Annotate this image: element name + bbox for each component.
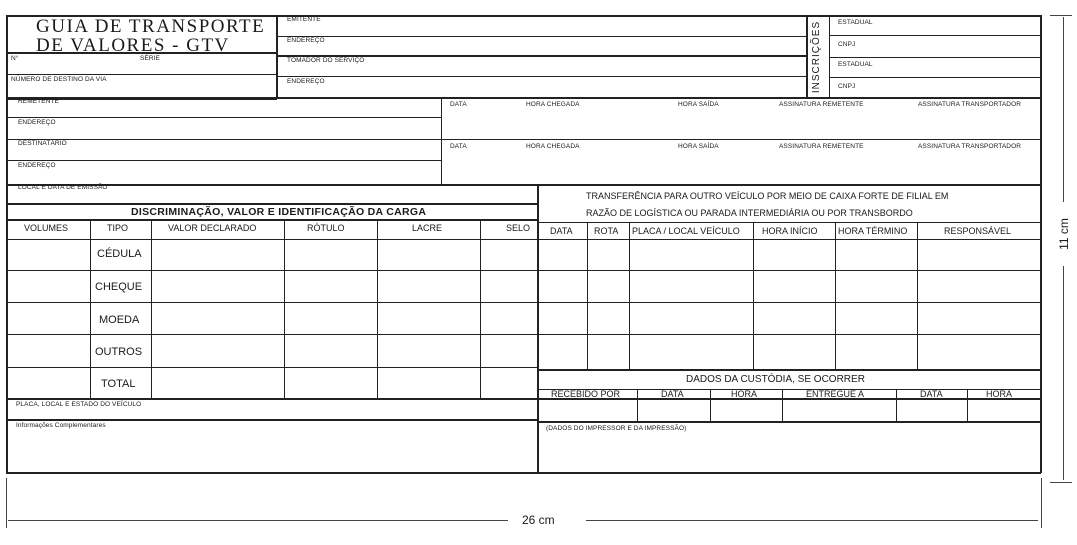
cargo-type-outros: OUTROS xyxy=(95,346,143,358)
tracking-sender-signature-label: ASSINATURA REMETENTE xyxy=(779,143,864,150)
printer-data-label: (DADOS DO IMPRESSOR E DA IMPRESSÃO) xyxy=(546,425,687,432)
cargo-col-lacre: LACRE xyxy=(412,223,443,233)
custody-col-hora-2: HORA xyxy=(986,389,1013,399)
transfer-title-line2: RAZÃO DE LOGÍSTICA OU PARADA INTERMEDIÁRIA OU POR TRANSBORDO xyxy=(586,208,913,218)
cnpj-label-2: CNPJ xyxy=(838,83,856,90)
custody-col-recebido: RECEBIDO POR xyxy=(551,389,621,399)
additional-info-label: Informações Complementares xyxy=(16,422,106,429)
local-data-label: LOCAL E DATA DE EMISSÃO xyxy=(18,184,108,191)
destino-label: NÚMERO DE DESTINO DA VIA xyxy=(11,76,107,83)
cargo-col-valor: VALOR DECLARADO xyxy=(168,223,257,233)
transfer-col-hora-termino: HORA TÉRMINO xyxy=(838,226,908,236)
cargo-col-rotulo: RÓTULO xyxy=(307,223,345,233)
tracking-carrier-signature-label: ASSINATURA TRANSPORTADOR xyxy=(918,143,1022,150)
form-title-line2: DE VALORES - GTV xyxy=(36,35,230,56)
inscricoes-label: INSCRIÇÕES xyxy=(811,20,822,94)
tomador-address-label: ENDEREÇO xyxy=(287,78,325,85)
tracking-departure-label: HORA SAÍDA xyxy=(678,101,719,108)
custody-col-data-2: DATA xyxy=(920,389,943,399)
cargo-type-total: TOTAL xyxy=(101,378,136,390)
cargo-col-tipo: TIPO xyxy=(107,223,129,233)
tracking-sender-signature-label: ASSINATURA REMETENTE xyxy=(779,101,864,108)
serie-label: SÉRIE xyxy=(140,55,161,62)
cargo-type-moeda: MOEDA xyxy=(99,314,140,326)
tomador-label: TOMADOR DO SERVIÇO xyxy=(287,57,365,64)
cnpj-label-1: CNPJ xyxy=(838,41,856,48)
vehicle-plate-label: PLACA, LOCAL E ESTADO DO VEÍCULO xyxy=(16,401,142,408)
height-label: 11 cm xyxy=(1057,218,1071,250)
custody-col-data-1: DATA xyxy=(661,389,684,399)
cargo-type-cheque: CHEQUE xyxy=(95,281,143,293)
remetente-label: REMETENTE xyxy=(18,98,59,105)
emitente-address-label: ENDEREÇO xyxy=(287,37,325,44)
transfer-col-data: DATA xyxy=(550,226,573,236)
remetente-address-label: ENDEREÇO xyxy=(18,119,56,126)
transfer-col-placa: PLACA / LOCAL VEÍCULO xyxy=(632,226,740,236)
tracking-date-label: DATA xyxy=(450,143,467,150)
cargo-title: DISCRIMINAÇÃO, VALOR E IDENTIFICAÇÃO DA CARGA xyxy=(131,206,427,218)
width-label: 26 cm xyxy=(522,513,555,527)
emitente-label: EMITENTE xyxy=(287,16,321,23)
custody-title: DADOS DA CUSTÓDIA, SE OCORRER xyxy=(686,374,865,385)
destinatario-label: DESTINATÁRIO xyxy=(18,140,67,147)
cargo-col-volumes: VOLUMES xyxy=(24,223,69,233)
cargo-type-cedula: CÉDULA xyxy=(97,248,142,260)
cargo-col-selo: SELO xyxy=(506,223,531,233)
destinatario-address-label: ENDEREÇO xyxy=(18,162,56,169)
tracking-carrier-signature-label: ASSINATURA TRANSPORTADOR xyxy=(918,101,1022,108)
transfer-title-line1: TRANSFERÊNCIA PARA OUTRO VEÍCULO POR MEIO DE CAIXA FORTE DE FILIAL EM xyxy=(586,191,949,201)
transfer-col-responsavel: RESPONSÁVEL xyxy=(944,226,1012,236)
form-title-line1: GUIA DE TRANSPORTE xyxy=(36,16,266,37)
tracking-arrival-label: HORA CHEGADA xyxy=(526,101,580,108)
number-label: N° xyxy=(11,55,19,62)
custody-col-hora-1: HORA xyxy=(731,389,758,399)
tracking-departure-label: HORA SAÍDA xyxy=(678,143,719,150)
tracking-date-label: DATA xyxy=(450,101,467,108)
transfer-col-rota: ROTA xyxy=(594,226,619,236)
custody-col-entregue: ENTREGUE A xyxy=(806,389,865,399)
estadual-label-2: ESTADUAL xyxy=(838,61,873,68)
transfer-col-hora-inicio: HORA INÍCIO xyxy=(762,226,818,236)
estadual-label-1: ESTADUAL xyxy=(838,19,873,26)
tracking-arrival-label: HORA CHEGADA xyxy=(526,143,580,150)
